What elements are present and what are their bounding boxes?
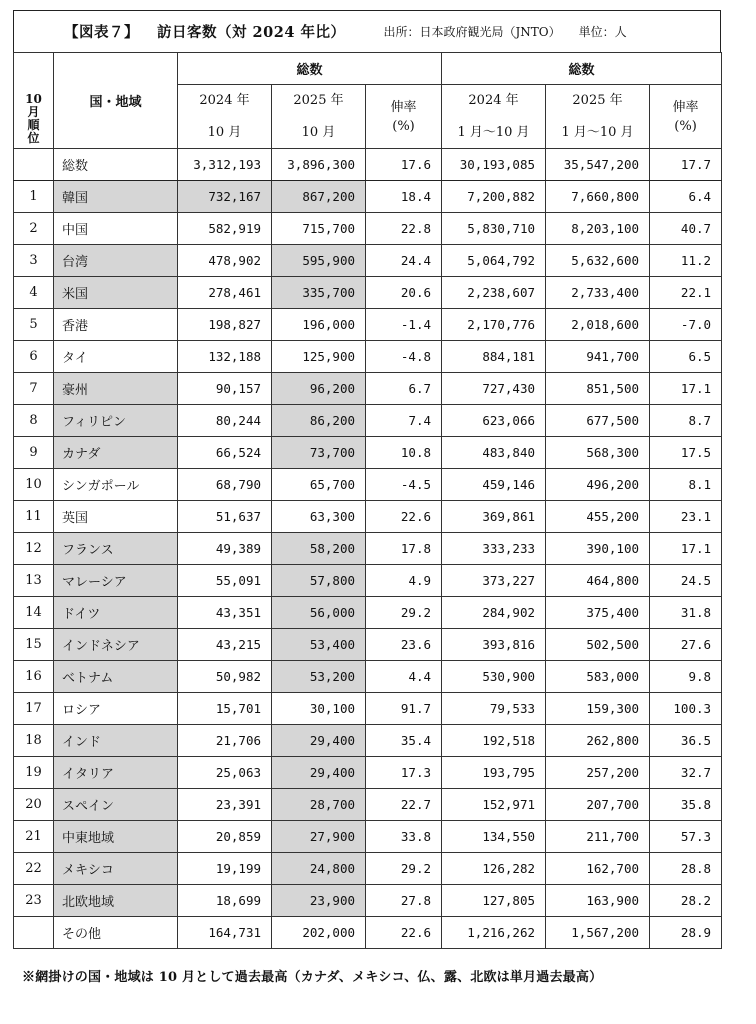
- rate2-cell: 36.5: [650, 725, 722, 757]
- ytd2024-cell: 2,238,607: [442, 277, 546, 309]
- footnote: ※網掛けの国・地域は 10 月として過去最高（カナダ、メキシコ、仏、露、北欧は単月過去最高）: [22, 970, 603, 985]
- country-cell: 中国: [54, 213, 178, 245]
- rate2-cell: 31.8: [650, 597, 722, 629]
- oct2024-cell: 15,701: [178, 693, 272, 725]
- ytd2024-cell: 192,518: [442, 725, 546, 757]
- rank-cell: 20: [14, 789, 54, 821]
- oct2025-cell: 53,200: [272, 661, 366, 693]
- oct2025-cell: 595,900: [272, 245, 366, 277]
- table-row: [14, 501, 722, 533]
- col-2025-oct-header: 2025 年: [272, 85, 366, 117]
- country-cell: フランス: [54, 533, 178, 565]
- total-label: 総数: [54, 149, 178, 181]
- rank-cell: 5: [14, 309, 54, 341]
- table-row: [14, 629, 722, 661]
- ytd2024-cell: 393,816: [442, 629, 546, 661]
- ytd2024-cell: 79,533: [442, 693, 546, 725]
- table-row: [14, 373, 722, 405]
- oct2025-cell: 53,400: [272, 629, 366, 661]
- oct2024-cell: 19,199: [178, 853, 272, 885]
- oct2025-cell: 86,200: [272, 405, 366, 437]
- ytd2024-cell: 7,200,882: [442, 181, 546, 213]
- oct2024-cell: 18,699: [178, 885, 272, 917]
- col-2025-oct-subheader: 10 月: [272, 117, 366, 149]
- ytd2025-cell: 464,800: [546, 565, 650, 597]
- country-cell: インド: [54, 725, 178, 757]
- ytd2025-cell: 583,000: [546, 661, 650, 693]
- rank-cell: 11: [14, 501, 54, 533]
- rate2-cell: 17.1: [650, 373, 722, 405]
- ytd2025-cell: 568,300: [546, 437, 650, 469]
- ytd2024-cell: 5,064,792: [442, 245, 546, 277]
- oct2025-cell: 57,800: [272, 565, 366, 597]
- ytd2025-cell: 207,700: [546, 789, 650, 821]
- table-row: [14, 821, 722, 853]
- total-rank-cell: [14, 149, 54, 181]
- ytd2025-cell: 375,400: [546, 597, 650, 629]
- country-cell: 台湾: [54, 245, 178, 277]
- rate2-cell: 8.7: [650, 405, 722, 437]
- rate-cell: -1.4: [366, 309, 442, 341]
- rate2-cell: 17.1: [650, 533, 722, 565]
- country-cell: 中東地域: [54, 821, 178, 853]
- ytd-group-header: 総数: [442, 53, 722, 85]
- col-2024-oct-header: 2024 年: [178, 85, 272, 117]
- rate-cell: 22.7: [366, 789, 442, 821]
- table-row: [14, 213, 722, 245]
- oct2024-cell: 51,637: [178, 501, 272, 533]
- rate-cell: 24.4: [366, 245, 442, 277]
- ytd2025-cell: 262,800: [546, 725, 650, 757]
- ytd2024-cell: 373,227: [442, 565, 546, 597]
- rate2-cell: 8.1: [650, 469, 722, 501]
- rate2-cell: 17.5: [650, 437, 722, 469]
- total-ytd2025: 35,547,200: [546, 149, 650, 181]
- oct2024-cell: 20,859: [178, 821, 272, 853]
- oct2024-cell: 66,524: [178, 437, 272, 469]
- ytd2024-cell: 193,795: [442, 757, 546, 789]
- total-rate2: 17.7: [650, 149, 722, 181]
- table-row: [14, 533, 722, 565]
- rate2-cell: 23.1: [650, 501, 722, 533]
- ytd2024-cell: 333,233: [442, 533, 546, 565]
- table-row: [14, 853, 722, 885]
- rate-cell: 17.3: [366, 757, 442, 789]
- oct2024-cell: 23,391: [178, 789, 272, 821]
- rank-cell: 4: [14, 277, 54, 309]
- rank-cell: 7: [14, 373, 54, 405]
- country-cell: 韓国: [54, 181, 178, 213]
- ytd2025-cell: 2,018,600: [546, 309, 650, 341]
- country-cell: ベトナム: [54, 661, 178, 693]
- ytd2024-cell: 369,861: [442, 501, 546, 533]
- country-cell: スペイン: [54, 789, 178, 821]
- rank-cell: 6: [14, 341, 54, 373]
- source-note: 出所：日本政府観光局（JNTO）: [383, 25, 561, 39]
- ytd2025-cell: 502,500: [546, 629, 650, 661]
- oct2025-cell: 27,900: [272, 821, 366, 853]
- rank-cell: 17: [14, 693, 54, 725]
- table-row: [14, 309, 722, 341]
- rank-cell: 23: [14, 885, 54, 917]
- rank-cell: 2: [14, 213, 54, 245]
- page-title: 訪日客数（対 2024 年比）: [157, 24, 346, 41]
- oct2024-cell: 25,063: [178, 757, 272, 789]
- rate2-cell: 28.2: [650, 885, 722, 917]
- oct2025-cell: 125,900: [272, 341, 366, 373]
- rate-cell: 7.4: [366, 405, 442, 437]
- ytd2025-cell: 162,700: [546, 853, 650, 885]
- ytd2024-cell: 284,902: [442, 597, 546, 629]
- ytd2025-cell: 211,700: [546, 821, 650, 853]
- oct2024-cell: 132,188: [178, 341, 272, 373]
- oct2024-cell: 90,157: [178, 373, 272, 405]
- oct2024-cell: 50,982: [178, 661, 272, 693]
- ytd2024-cell: 2,170,776: [442, 309, 546, 341]
- ytd2024-cell: 126,282: [442, 853, 546, 885]
- col-rate-header: 伸率 (%): [366, 85, 442, 149]
- rate-cell: 18.4: [366, 181, 442, 213]
- oct2025-cell: 29,400: [272, 725, 366, 757]
- figure-label: 【図表７】: [64, 24, 139, 41]
- country-cell: 北欧地域: [54, 885, 178, 917]
- rank-cell: 21: [14, 821, 54, 853]
- oct2024-cell: 43,215: [178, 629, 272, 661]
- oct2024-cell: 278,461: [178, 277, 272, 309]
- oct2024-cell: 198,827: [178, 309, 272, 341]
- ytd2025-cell: 257,200: [546, 757, 650, 789]
- ytd2024-cell: 483,840: [442, 437, 546, 469]
- rank-cell: 13: [14, 565, 54, 597]
- col-2024-ytd-subheader: 1 月～10 月: [442, 117, 546, 149]
- rate-cell: 4.4: [366, 661, 442, 693]
- ytd2025-cell: 7,660,800: [546, 181, 650, 213]
- rate-cell: 29.2: [366, 853, 442, 885]
- rate2-cell: 6.5: [650, 341, 722, 373]
- ytd2024-cell: 623,066: [442, 405, 546, 437]
- col-2025-ytd-header: 2025 年: [546, 85, 650, 117]
- table-row: [14, 597, 722, 629]
- unit-note: 単位：人: [578, 25, 627, 39]
- rank-cell: 18: [14, 725, 54, 757]
- rate-cell: 23.6: [366, 629, 442, 661]
- total-rate: 17.6: [366, 149, 442, 181]
- ytd2025-cell: 677,500: [546, 405, 650, 437]
- oct2024-cell: 49,389: [178, 533, 272, 565]
- table-row: [14, 469, 722, 501]
- table-title-bar: [13, 10, 721, 52]
- other-ytd2025: 1,567,200: [546, 917, 650, 949]
- rate2-cell: 11.2: [650, 245, 722, 277]
- ytd2025-cell: 455,200: [546, 501, 650, 533]
- rank-cell: 8: [14, 405, 54, 437]
- other-row: [14, 917, 722, 949]
- country-cell: イタリア: [54, 757, 178, 789]
- table-frame: [13, 10, 721, 949]
- oct2025-cell: 23,900: [272, 885, 366, 917]
- table-row: [14, 565, 722, 597]
- country-header: 国・地域: [54, 53, 178, 149]
- table-row: [14, 885, 722, 917]
- rate-cell: 20.6: [366, 277, 442, 309]
- rate-cell: 35.4: [366, 725, 442, 757]
- country-cell: 米国: [54, 277, 178, 309]
- rank-cell: 19: [14, 757, 54, 789]
- table-row: [14, 277, 722, 309]
- oct2025-cell: 63,300: [272, 501, 366, 533]
- other-rank-cell: [14, 917, 54, 949]
- rate2-cell: 35.8: [650, 789, 722, 821]
- rate2-cell: 9.8: [650, 661, 722, 693]
- oct2025-cell: 196,000: [272, 309, 366, 341]
- rank-cell: 12: [14, 533, 54, 565]
- table-row: [14, 693, 722, 725]
- other-rate: 22.6: [366, 917, 442, 949]
- col-2024-ytd-header: 2024 年: [442, 85, 546, 117]
- country-cell: マレーシア: [54, 565, 178, 597]
- ytd2025-cell: 2,733,400: [546, 277, 650, 309]
- rate-cell: 22.6: [366, 501, 442, 533]
- ytd2025-cell: 851,500: [546, 373, 650, 405]
- total-row: [14, 149, 722, 181]
- rate-cell: 29.2: [366, 597, 442, 629]
- other-label: その他: [54, 917, 178, 949]
- rate2-cell: 22.1: [650, 277, 722, 309]
- oct2025-cell: 65,700: [272, 469, 366, 501]
- country-cell: タイ: [54, 341, 178, 373]
- oct2024-cell: 68,790: [178, 469, 272, 501]
- country-cell: インドネシア: [54, 629, 178, 661]
- rate2-cell: -7.0: [650, 309, 722, 341]
- other-ytd2024: 1,216,262: [442, 917, 546, 949]
- col-2024-oct-subheader: 10 月: [178, 117, 272, 149]
- oct2024-cell: 55,091: [178, 565, 272, 597]
- oct2024-cell: 478,902: [178, 245, 272, 277]
- ytd2024-cell: 727,430: [442, 373, 546, 405]
- ytd2024-cell: 127,805: [442, 885, 546, 917]
- rank-header: 10 月 順 位: [14, 53, 54, 149]
- country-cell: シンガポール: [54, 469, 178, 501]
- rank-cell: 15: [14, 629, 54, 661]
- country-cell: ロシア: [54, 693, 178, 725]
- rate2-cell: 32.7: [650, 757, 722, 789]
- rate-cell: 17.8: [366, 533, 442, 565]
- ytd2024-cell: 530,900: [442, 661, 546, 693]
- oct2025-cell: 867,200: [272, 181, 366, 213]
- oct2025-cell: 28,700: [272, 789, 366, 821]
- oct2025-cell: 715,700: [272, 213, 366, 245]
- ytd2025-cell: 496,200: [546, 469, 650, 501]
- ytd2025-cell: 5,632,600: [546, 245, 650, 277]
- table-row: [14, 245, 722, 277]
- table-row: [14, 757, 722, 789]
- oct2025-cell: 30,100: [272, 693, 366, 725]
- rate2-cell: 28.8: [650, 853, 722, 885]
- table-row: [14, 789, 722, 821]
- oct2025-cell: 96,200: [272, 373, 366, 405]
- ytd2024-cell: 5,830,710: [442, 213, 546, 245]
- rate-cell: 10.8: [366, 437, 442, 469]
- ytd2024-cell: 152,971: [442, 789, 546, 821]
- rank-cell: 16: [14, 661, 54, 693]
- oct2025-cell: 335,700: [272, 277, 366, 309]
- total-ytd2024: 30,193,085: [442, 149, 546, 181]
- ytd2025-cell: 941,700: [546, 341, 650, 373]
- country-cell: カナダ: [54, 437, 178, 469]
- rate2-cell: 27.6: [650, 629, 722, 661]
- oct2024-cell: 80,244: [178, 405, 272, 437]
- table-row: [14, 181, 722, 213]
- rate2-cell: 24.5: [650, 565, 722, 597]
- country-cell: ドイツ: [54, 597, 178, 629]
- oct2025-cell: 29,400: [272, 757, 366, 789]
- country-cell: 英国: [54, 501, 178, 533]
- other-oct2024: 164,731: [178, 917, 272, 949]
- country-cell: フィリピン: [54, 405, 178, 437]
- oct2025-cell: 73,700: [272, 437, 366, 469]
- col-rate2-header: 伸率 (%): [650, 85, 722, 149]
- oct2024-cell: 43,351: [178, 597, 272, 629]
- rate2-cell: 57.3: [650, 821, 722, 853]
- oct2024-cell: 21,706: [178, 725, 272, 757]
- rate-cell: 91.7: [366, 693, 442, 725]
- rank-cell: 3: [14, 245, 54, 277]
- ytd2024-cell: 884,181: [442, 341, 546, 373]
- col-2025-ytd-subheader: 1 月～10 月: [546, 117, 650, 149]
- rank-cell: 22: [14, 853, 54, 885]
- rate-cell: 27.8: [366, 885, 442, 917]
- country-cell: メキシコ: [54, 853, 178, 885]
- rank-cell: 10: [14, 469, 54, 501]
- other-rate2: 28.9: [650, 917, 722, 949]
- total-oct2024: 3,312,193: [178, 149, 272, 181]
- oct2024-cell: 582,919: [178, 213, 272, 245]
- rank-cell: 1: [14, 181, 54, 213]
- total-oct2025: 3,896,300: [272, 149, 366, 181]
- rate-cell: 33.8: [366, 821, 442, 853]
- oct2025-cell: 56,000: [272, 597, 366, 629]
- oct2024-cell: 732,167: [178, 181, 272, 213]
- rate-cell: 6.7: [366, 373, 442, 405]
- october-group-header: 総数: [178, 53, 442, 85]
- rate2-cell: 6.4: [650, 181, 722, 213]
- rate-cell: -4.8: [366, 341, 442, 373]
- other-oct2025: 202,000: [272, 917, 366, 949]
- rate-cell: -4.5: [366, 469, 442, 501]
- ytd2024-cell: 134,550: [442, 821, 546, 853]
- visitor-table: [13, 52, 722, 949]
- table-row: [14, 725, 722, 757]
- table-row: [14, 405, 722, 437]
- rate2-cell: 40.7: [650, 213, 722, 245]
- rank-cell: 14: [14, 597, 54, 629]
- ytd2025-cell: 390,100: [546, 533, 650, 565]
- country-cell: 香港: [54, 309, 178, 341]
- table-row: [14, 661, 722, 693]
- table-row: [14, 437, 722, 469]
- oct2025-cell: 24,800: [272, 853, 366, 885]
- table-row: [14, 341, 722, 373]
- ytd2025-cell: 159,300: [546, 693, 650, 725]
- ytd2024-cell: 459,146: [442, 469, 546, 501]
- ytd2025-cell: 8,203,100: [546, 213, 650, 245]
- rate-cell: 4.9: [366, 565, 442, 597]
- rate2-cell: 100.3: [650, 693, 722, 725]
- rank-cell: 9: [14, 437, 54, 469]
- ytd2025-cell: 163,900: [546, 885, 650, 917]
- rate-cell: 22.8: [366, 213, 442, 245]
- oct2025-cell: 58,200: [272, 533, 366, 565]
- country-cell: 豪州: [54, 373, 178, 405]
